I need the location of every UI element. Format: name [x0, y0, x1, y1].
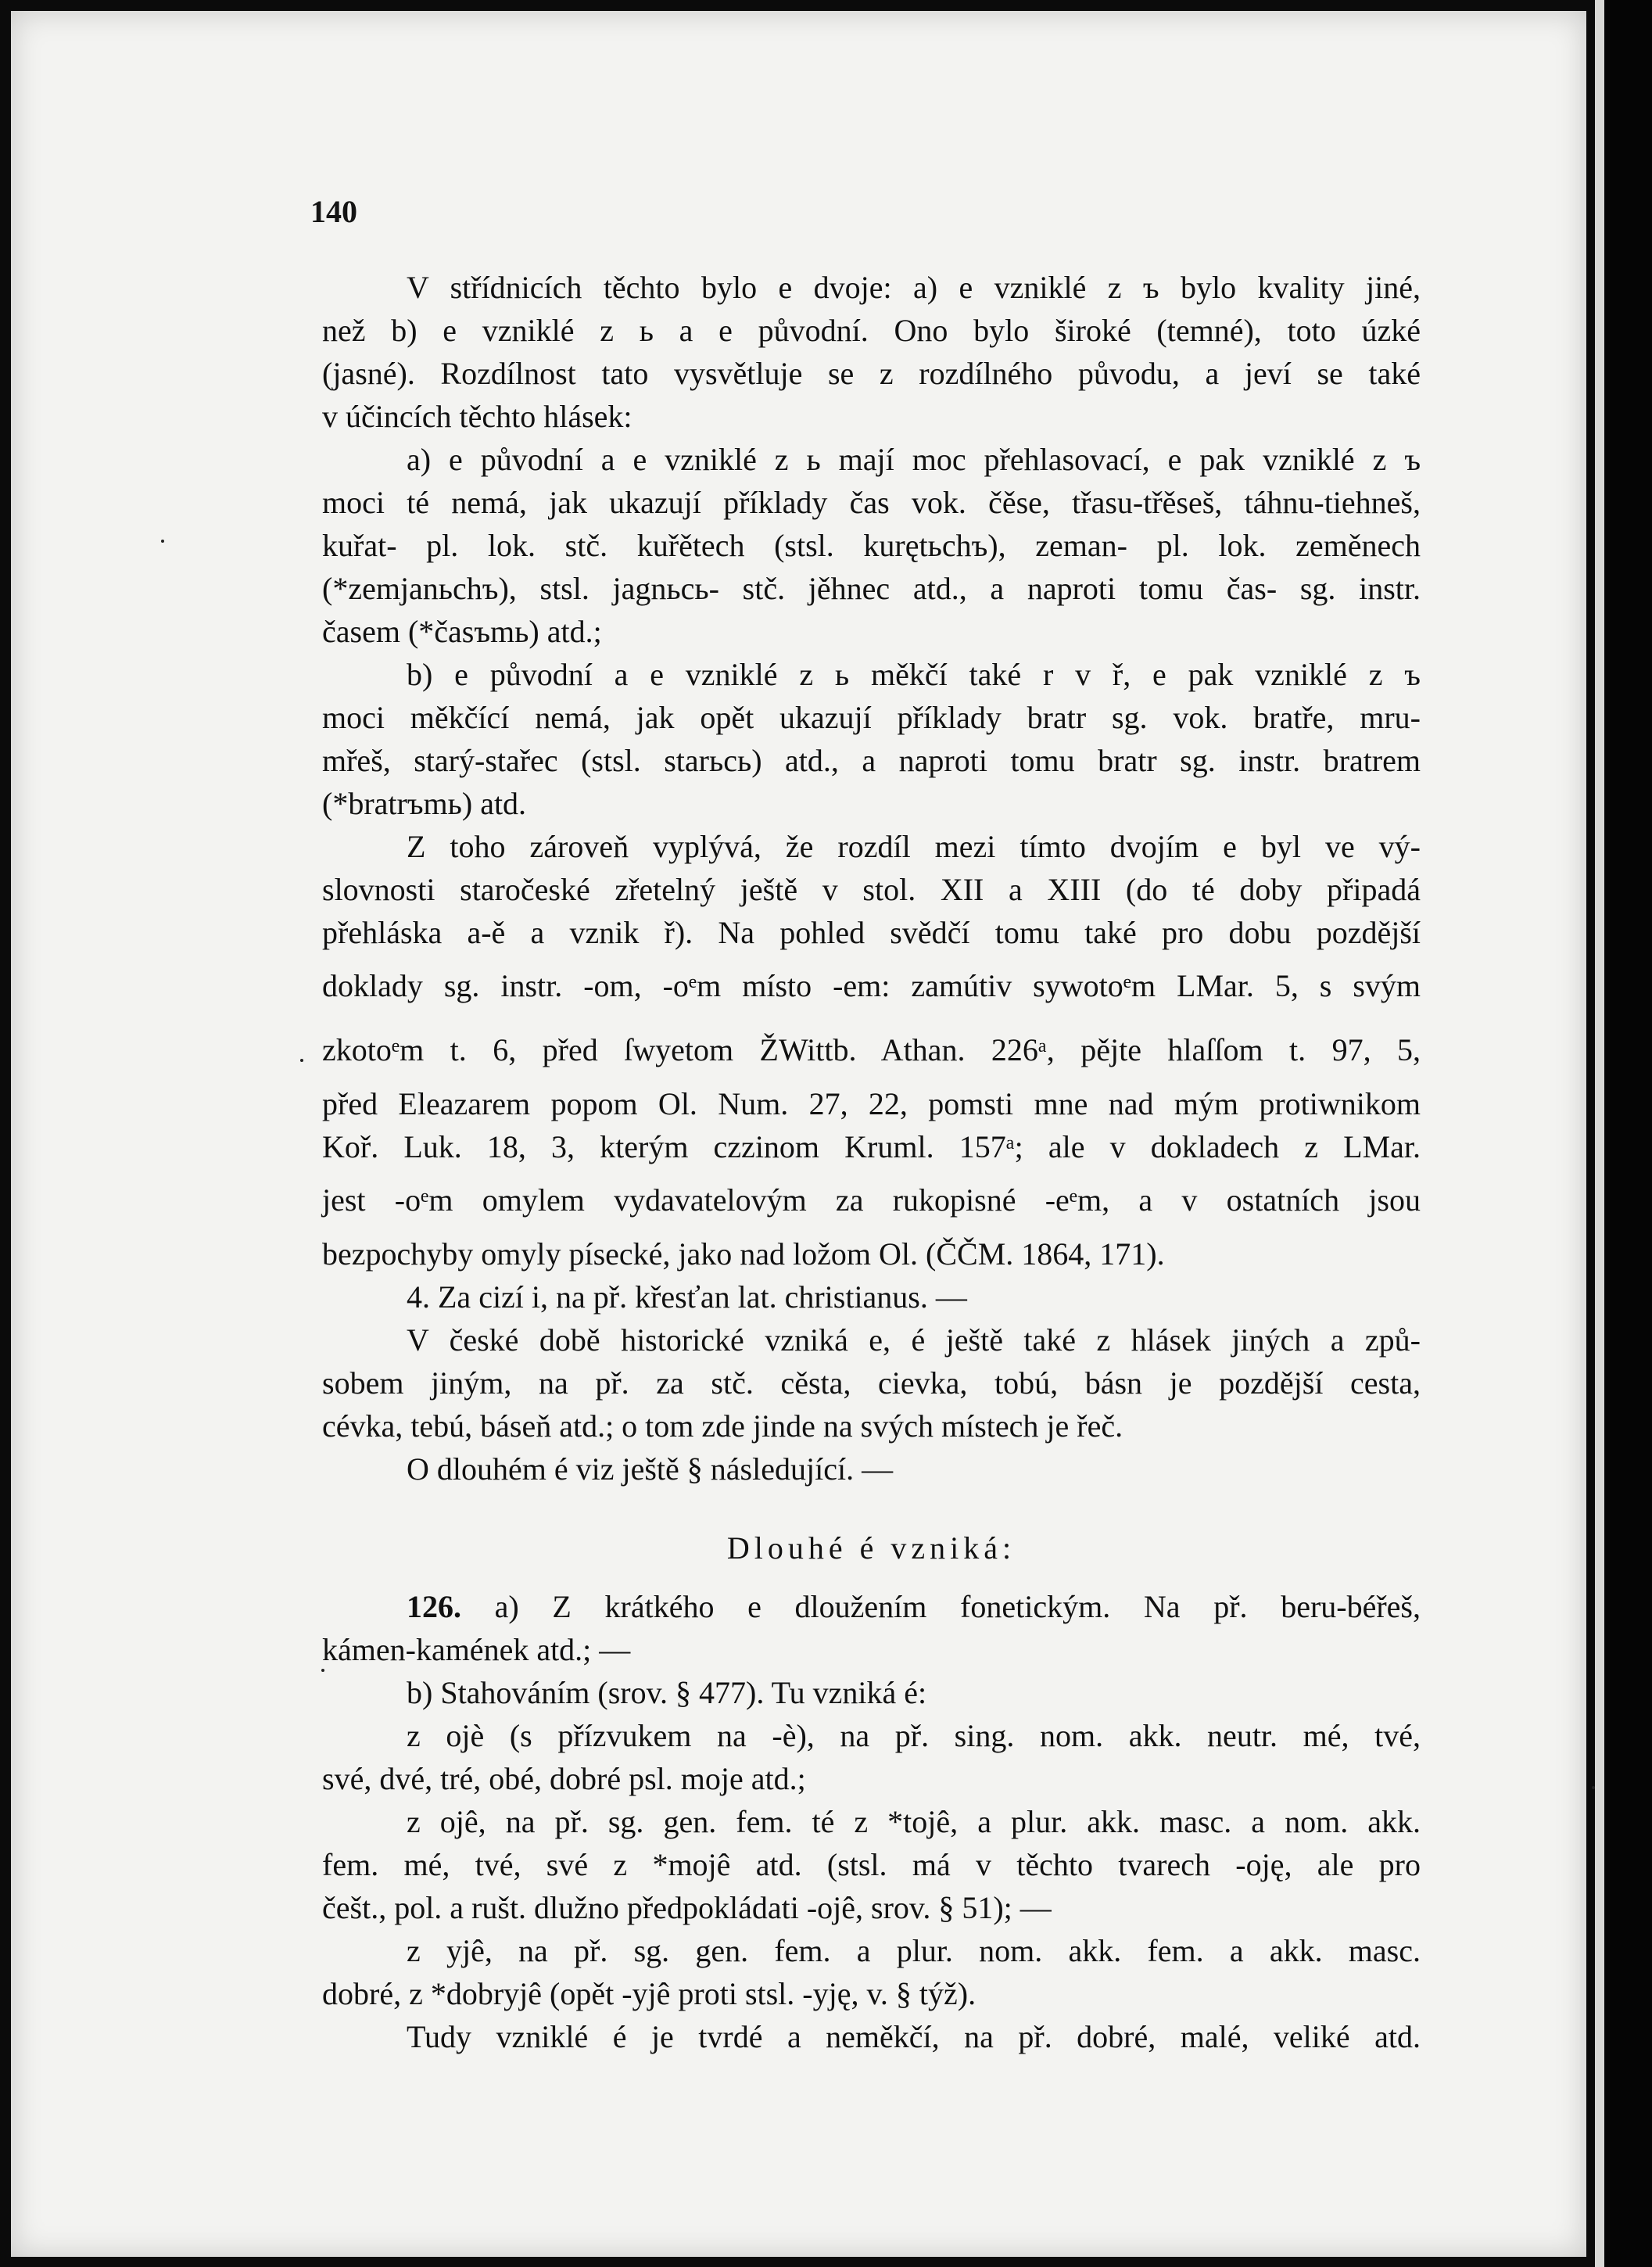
text-line: cévka, tebú, báseň atd.; o tom zde jinde na svých místech je řeč. — [322, 1408, 1123, 1444]
text-line: b) Stahováním (srov. § 477). Tu vzniká é: — [407, 1675, 927, 1710]
body-text — [322, 266, 1421, 2058]
text-line: (jasné). Rozdílnost tato vysvětluje se z rozdílného původu, a jeví se také — [322, 356, 1421, 391]
text-line: v účincích těchto hlásek: — [322, 399, 632, 434]
paragraph-block-1 — [322, 266, 1421, 1490]
scan-speck — [300, 1059, 303, 1062]
text-line: dobré, z *dobryjê (opět -yjê proti stsl. -yję, v. § týž). — [322, 1976, 977, 2011]
text-line: slovnosti staročeské zřetelný ještě v stol. XII a XIII (do té doby připadá — [322, 872, 1421, 907]
text-line: V české době historické vzniká e, é ještě také z hlásek jiných a způ- — [407, 1322, 1421, 1358]
page-number: 140 — [310, 194, 357, 229]
text-line: než b) e vzniklé z ь a e původní. Ono bylo široké (temné), toto úzké — [322, 313, 1421, 348]
text-line: časem (*časъmь) atd.; — [322, 614, 602, 649]
text-line: z yjê, na př. sg. gen. fem. a plur. nom. akk. fem. a akk. masc. — [407, 1933, 1421, 1968]
scan-speck — [161, 540, 164, 543]
text-line: moci měkčící nemá, jak opět ukazují příklady bratr sg. vok. bratře, mru- — [322, 700, 1421, 735]
text-line: kuřat- pl. lok. stč. kuřětech (stsl. kurętьchъ), zeman- pl. lok. zeměnech — [322, 528, 1421, 563]
text-line: z ojê, na př. sg. gen. fem. té z *tojê, a plur. akk. masc. a nom. akk. — [407, 1804, 1421, 1839]
text-line: O dlouhém é viz ještě § následující. — — [407, 1451, 894, 1487]
text-line: mřeš, starý-stařec (stsl. starьcь) atd., a naproti tomu bratr sg. instr. bratrem — [322, 743, 1421, 778]
text-line: (*zemjanьchъ), stsl. jagnьcь- stč. jěhnec atd., a naproti tomu čas- sg. instr. — [322, 571, 1421, 606]
text-line: kámen-kamének atd.; — — [322, 1632, 631, 1667]
page-sheet — [11, 11, 1586, 2257]
text-line: (*bratrъmь) atd. — [322, 786, 527, 821]
text-line: přehláska a-ě a vznik ř). Na pohled svědčí tomu také pro dobu pozdější — [322, 915, 1421, 950]
text-line: Koř. Luk. 18, 3, kterým czzinom Kruml. 157ᵃ; ale v dokladech z LMar. — [322, 1129, 1421, 1164]
text-line: své, dvé, tré, obé, dobré psl. moje atd.; — [322, 1761, 806, 1796]
text-line: z ojè (s přízvukem na -è), na př. sing. nom. akk. neutr. mé, tvé, — [407, 1718, 1421, 1753]
text-line: bezpochyby omyly písecké, jako nad ložom Ol. (ČČM. 1864, 171). — [322, 1236, 1165, 1272]
text-line: fem. mé, tvé, své z *mojê atd. (stsl. má v těchto tvarech -oję, ale pro — [322, 1847, 1421, 1882]
section-number: 126. — [407, 1589, 495, 1624]
text-line: 4. Za cizí i, na př. křesťan lat. christianus. — — [407, 1279, 967, 1315]
text-line: doklady sg. instr. -om, -oᵉm místo -em: zamútiv sywotoᵉm LMar. 5, s svým — [322, 968, 1421, 1003]
text-line: b) e původní a e vzniklé z ь měkčí také r v ř, e pak vzniklé z ъ — [407, 657, 1421, 692]
text-line: a) e původní a e vzniklé z ь mají moc přehlasovací, e pak vzniklé z ъ — [407, 442, 1421, 477]
text-line: jest -oᵉm omylem vydavatelovým za rukopisné -eᵉm, a v ostatních jsou — [322, 1182, 1421, 1218]
text-line: zkotoᵉm t. 6, před ſwyetom ŽWittb. Athan. 226ᵃ, pějte hlaſſom t. 97, 5, — [322, 1032, 1421, 1067]
text-line: před Eleazarem popom Ol. Num. 27, 22, pomsti mne nad mým protiwnikom — [322, 1086, 1421, 1121]
text-line: V střídnicích těchto bylo e dvoje: a) e vzniklé z ъ bylo kvality jiné, — [407, 270, 1421, 305]
section-title: Dlouhé é vzniká: — [726, 1530, 1016, 1566]
page-edge — [1595, 0, 1604, 2267]
text-line: češt., pol. a rušt. dlužno předpokládati -ojê, srov. § 51); — — [322, 1890, 1052, 1925]
scan-gutter — [1604, 0, 1652, 2267]
paragraph-block-2 — [322, 1585, 1421, 2058]
text-line: moci té nemá, jak ukazují příklady čas vok. čěse, třasu-třěseš, táhnu-tiehneš, — [322, 485, 1421, 520]
scan-speck — [321, 1669, 324, 1672]
text-line: Tudy vzniklé é je tvrdé a neměkčí, na př. dobré, malé, veliké atd. — [407, 2019, 1421, 2054]
text-line: Z toho zároveň vyplývá, že rozdíl mezi tímto dvojím e byl ve vý- — [407, 829, 1421, 864]
text-line: sobem jiným, na př. za stč. cěsta, cievka, tobú, básn je pozdější cesta, — [322, 1365, 1421, 1401]
text-line: 126. a) Z krátkého e dloužením fonetickým. Na př. beru-béřeš, — [407, 1589, 1421, 1624]
